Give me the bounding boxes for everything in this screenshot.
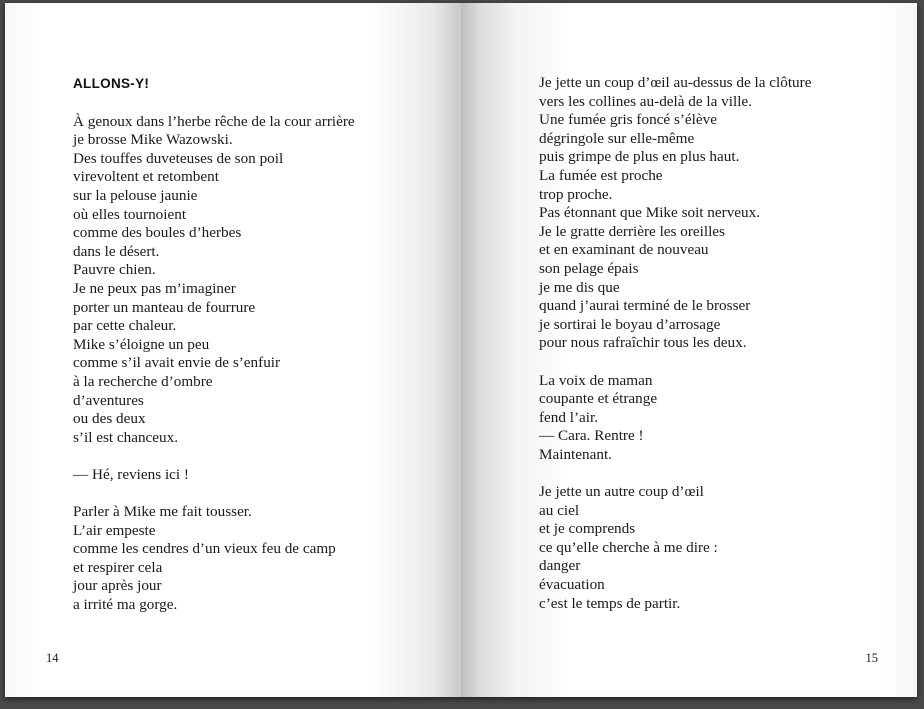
- page-number-right: 15: [865, 651, 878, 665]
- poem-line: Une fumée gris foncé s’élève: [539, 111, 717, 129]
- poem-line: et je comprends: [539, 520, 636, 538]
- poem-line: La fumée est proche: [539, 166, 663, 184]
- poem-line: puis grimpe de plus en plus haut.: [539, 148, 740, 166]
- right-stanzas: [539, 74, 811, 613]
- stanza: [73, 466, 355, 485]
- poem-line: Des touffes duveteuses de son poil: [73, 149, 284, 167]
- poem-line: ce qu’elle cherche à me dire :: [539, 538, 718, 556]
- poem-line: comme des boules d’herbes: [73, 224, 242, 242]
- poem-line: à la recherche d’ombre: [73, 372, 213, 390]
- poem-line: danger: [539, 557, 581, 575]
- poem-line: où elles tournoient: [73, 205, 187, 223]
- poem-line: évacuation: [539, 576, 605, 594]
- poem-line: et en examinant de nouveau: [539, 241, 709, 259]
- poem-line: jour après jour: [73, 577, 162, 595]
- right-page-content: [539, 74, 811, 632]
- poem-line: d’aventures: [73, 391, 144, 409]
- poem-line: c’est le temps de partir.: [539, 594, 681, 612]
- open-book: [5, 3, 917, 697]
- poem-line: Je ne peux pas m’imaginer: [73, 279, 236, 297]
- poem-line: Pas étonnant que Mike soit nerveux.: [539, 204, 761, 222]
- poem-line: Maintenant.: [539, 445, 612, 463]
- poem-line: et respirer cela: [73, 558, 163, 576]
- poem-line: Parler à Mike me fait tousser.: [73, 503, 252, 521]
- poem-line: comme les cendres d’un vieux feu de camp: [73, 540, 336, 558]
- page-number-left: 14: [46, 651, 59, 665]
- poem-line: Pauvre chien.: [73, 261, 156, 279]
- poem-line: coupante et étrange: [539, 390, 658, 408]
- poem-line: sur la pelouse jaunie: [73, 186, 198, 204]
- poem-line: Je jette un autre coup d’œil: [539, 483, 704, 501]
- poem-line: L’air empeste: [73, 521, 156, 539]
- poem-line: porter un manteau de fourrure: [73, 298, 256, 316]
- poem-line: son pelage épais: [539, 259, 639, 277]
- poem-line: comme s’il avait envie de s’enfuir: [73, 354, 281, 372]
- poem-line: — Hé, reviens ici !: [73, 465, 189, 483]
- poem-line: Je jette un coup d’œil au-dessus de la clôture: [539, 74, 812, 91]
- poem-line: À genoux dans l’herbe rêche de la cour arrière: [73, 112, 355, 130]
- poem-line: trop proche.: [539, 185, 613, 203]
- poem-line: quand j’aurai terminé de le brosser: [539, 297, 751, 315]
- right-page: [461, 3, 917, 697]
- left-page-content: [73, 73, 355, 633]
- poem-line: s’il est chanceux.: [73, 428, 179, 446]
- poem-line: je me dis que: [539, 278, 620, 296]
- stanza: [73, 113, 355, 448]
- poem-line: virevoltent et retombent: [73, 168, 219, 186]
- stanza: [73, 503, 355, 615]
- stanza: [539, 372, 811, 465]
- poem-line: vers les collines au-delà de la ville.: [539, 92, 752, 110]
- stanza: [539, 483, 811, 613]
- poem-line: La voix de maman: [539, 371, 653, 389]
- poem-title: ALLONS-Y!: [73, 76, 150, 91]
- left-page: [5, 3, 461, 697]
- poem-line: dans le désert.: [73, 242, 160, 260]
- poem-line: ou des deux: [73, 410, 146, 428]
- stanza: [539, 74, 811, 353]
- left-stanzas: [73, 113, 355, 615]
- poem-line: par cette chaleur.: [73, 317, 177, 335]
- poem-line: au ciel: [539, 501, 580, 519]
- poem-line: a irrité ma gorge.: [73, 596, 178, 614]
- poem-line: dégringole sur elle-même: [539, 129, 695, 147]
- poem-line: pour nous rafraîchir tous les deux.: [539, 334, 747, 352]
- poem-line: je brosse Mike Wazowski.: [73, 131, 233, 149]
- poem-line: — Cara. Rentre !: [539, 427, 644, 445]
- poem-line: fend l’air.: [539, 408, 599, 426]
- poem-line: je sortirai le boyau d’arrosage: [539, 315, 721, 333]
- poem-line: Mike s’éloigne un peu: [73, 335, 210, 353]
- poem-line: Je le gratte derrière les oreilles: [539, 222, 725, 240]
